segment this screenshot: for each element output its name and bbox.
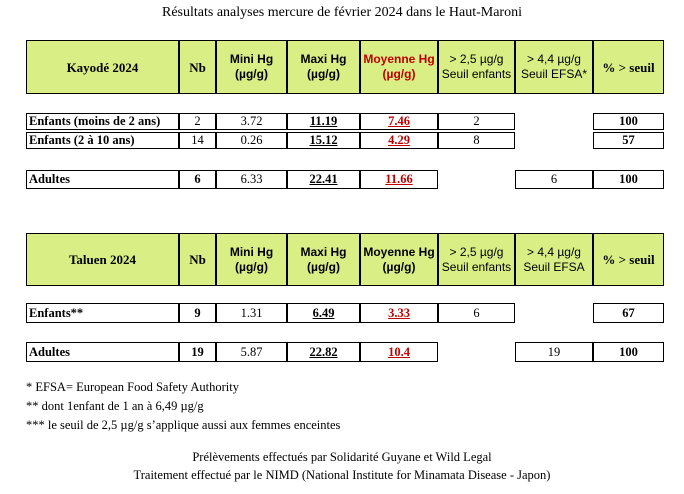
row-label: Adultes <box>26 342 179 362</box>
cell-moyenne: 3.33 <box>360 303 438 323</box>
header-maxi: Maxi Hg (µg/g) <box>287 40 360 94</box>
cell-seuil-enfants: 8 <box>438 132 515 149</box>
cell-mini: 6.33 <box>216 170 287 189</box>
row-label: Enfants (2 à 10 ans) <box>26 132 179 149</box>
cell-nb: 14 <box>179 132 216 149</box>
cell-pct: 100 <box>593 113 664 130</box>
header-mini: Mini Hg (µg/g) <box>216 233 287 286</box>
header-maxi: Maxi Hg (µg/g) <box>287 233 360 286</box>
header-seuil-efsa: > 4,4 µg/g Seuil EFSA <box>515 233 593 286</box>
footer-processing: Traitement effectué par le NIMD (National Institute for Minamata Disease - Japon) <box>133 468 551 482</box>
cell-maxi: 22.82 <box>287 342 360 362</box>
cell-mini: 5.87 <box>216 342 287 362</box>
cell-nb: 6 <box>179 170 216 189</box>
header-seuil-enfants: > 2,5 µg/g Seuil enfants <box>438 40 515 94</box>
footer-sampling: Prélèvements effectués par Solidarité Guyane et Wild Legal <box>192 450 492 464</box>
header-mini: Mini Hg (µg/g) <box>216 40 287 94</box>
header-seuil-efsa: > 4,4 µg/g Seuil EFSA* <box>515 40 593 94</box>
row-label: Enfants (moins de 2 ans) <box>26 113 179 130</box>
cell-seuil-efsa: 6 <box>515 170 593 189</box>
header-pct: % > seuil <box>593 233 664 286</box>
note-efsa: * EFSA= European Food Safety Authority <box>26 380 239 394</box>
cell-mini: 1.31 <box>216 303 287 323</box>
note-threshold: *** le seuil de 2,5 µg/g s’applique aussi aux femmes enceintes <box>26 418 341 432</box>
page-title: Résultats analyses mercure de février 2024 dans le Haut-Maroni <box>162 5 522 20</box>
header-seuil-enfants: > 2,5 µg/g Seuil enfants <box>438 233 515 286</box>
cell-nb: 9 <box>179 303 216 323</box>
row-label: Enfants** <box>26 303 179 323</box>
cell-maxi: 11.19 <box>287 113 360 130</box>
cell-nb: 2 <box>179 113 216 130</box>
cell-moyenne: 4.29 <box>360 132 438 149</box>
cell-maxi: 6.49 <box>287 303 360 323</box>
header-moyenne: Moyenne Hg (µg/g) <box>360 40 438 94</box>
cell-mini: 3.72 <box>216 113 287 130</box>
cell-pct: 57 <box>593 132 664 149</box>
row-label: Adultes <box>26 170 179 189</box>
cell-pct: 100 <box>593 170 664 189</box>
cell-pct: 67 <box>593 303 664 323</box>
header-site: Kayodé 2024 <box>26 40 179 94</box>
cell-seuil-efsa: 19 <box>515 342 593 362</box>
cell-moyenne: 7.46 <box>360 113 438 130</box>
cell-seuil-enfants: 6 <box>438 303 515 323</box>
header-moyenne: Moyenne Hg (µg/g) <box>360 233 438 286</box>
cell-mini: 0.26 <box>216 132 287 149</box>
cell-moyenne: 10.4 <box>360 342 438 362</box>
header-pct: % > seuil <box>593 40 664 94</box>
cell-nb: 19 <box>179 342 216 362</box>
header-nb: Nb <box>179 40 216 94</box>
cell-maxi: 15.12 <box>287 132 360 149</box>
header-nb: Nb <box>179 233 216 286</box>
cell-pct: 100 <box>593 342 664 362</box>
cell-seuil-enfants: 2 <box>438 113 515 130</box>
header-site: Taluen 2024 <box>26 233 179 286</box>
cell-maxi: 22.41 <box>287 170 360 189</box>
note-child: ** dont 1enfant de 1 an à 6,49 µg/g <box>26 399 204 413</box>
cell-moyenne: 11.66 <box>360 170 438 189</box>
